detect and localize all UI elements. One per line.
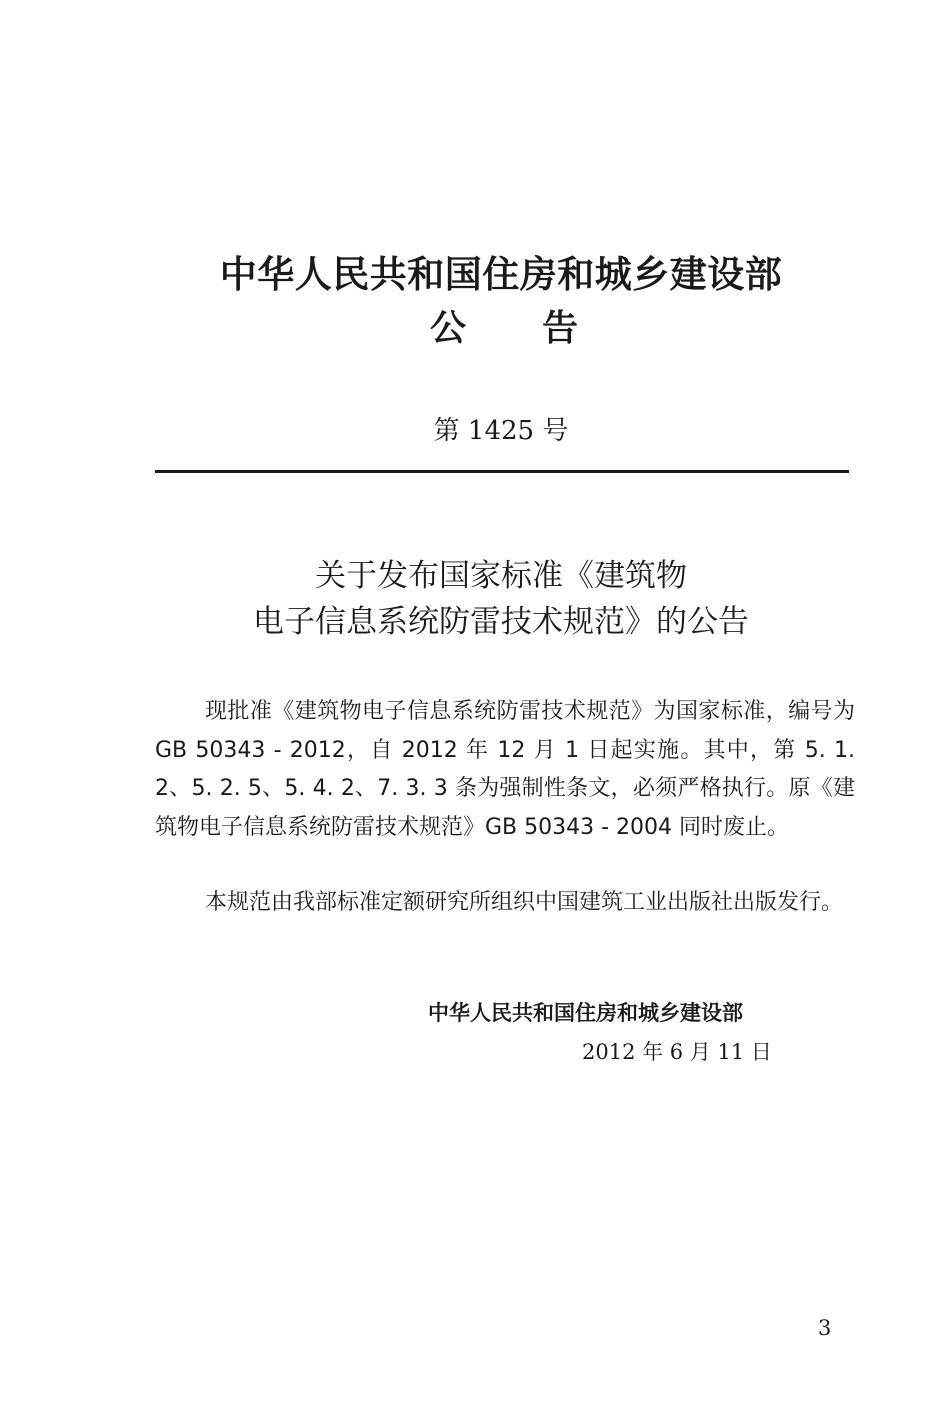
subject-title-line-2: 电子信息系统防雷技术规范》的公告 xyxy=(253,604,749,640)
notice-number: 第 1425 号 xyxy=(433,416,569,446)
signature-organization: 中华人民共和国住房和城乡建设部 xyxy=(428,1001,743,1025)
notice-label: 公告 xyxy=(430,308,655,349)
ministry-title: 中华人民共和国住房和城乡建设部 xyxy=(219,253,783,296)
header-divider xyxy=(155,470,849,473)
body-paragraph-2: 本规范由我部标准定额研究所组织中国建筑工业出版社出版发行。 xyxy=(205,890,844,915)
subject-title-line-1: 关于发布国家标准《建筑物 xyxy=(315,558,687,594)
page-number: 3 xyxy=(818,1316,832,1340)
body-paragraph-1: 现批准《建筑物电子信息系统防雷技术规范》为国家标准，编号为 GB 50343 - 2012，自 2012 年 12 月 1 日起实施。其中，第 5. 1. 2、5. 2. 5、5. 4. 2、7. 3. 3 条为强制性条文，必须严格执行。原《建筑物电子信息系统防雷技术规范》GB 50343 - 2004 同时废止。 xyxy=(155,699,855,840)
signature-date: 2012 年 6 月 11 日 xyxy=(582,1040,772,1064)
